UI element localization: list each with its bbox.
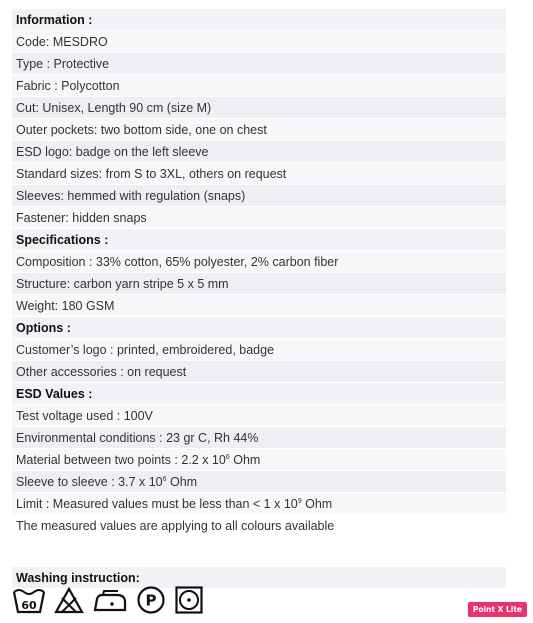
esd-limit-unit: Ohm bbox=[301, 497, 333, 511]
dry-clean-letter: P bbox=[145, 591, 157, 610]
info-row-cut: Cut: Unisex, Length 90 cm (size M) bbox=[12, 96, 506, 118]
option-row-accessories: Other accessories : on request bbox=[12, 360, 506, 382]
esd-material-exponent: 6 bbox=[225, 453, 230, 461]
wash-temp-label: 60 bbox=[21, 599, 37, 612]
info-row-esd-logo: ESD logo: badge on the left sleeve bbox=[12, 140, 506, 162]
esd-row-sleeve bbox=[12, 470, 506, 492]
point-x-lite-badge[interactable]: Point X Lite bbox=[468, 602, 527, 617]
info-row-sizes: Standard sizes: from S to 3XL, others on request bbox=[12, 162, 506, 184]
spec-row-structure: Structure: carbon yarn stripe 5 x 5 mm bbox=[12, 272, 506, 294]
wash-60-icon bbox=[12, 586, 46, 614]
spacer bbox=[12, 536, 506, 566]
esd-row-note: The measured values are applying to all colours available bbox=[12, 514, 506, 536]
no-bleach-icon bbox=[54, 586, 84, 614]
iron-icon bbox=[92, 586, 128, 614]
esd-material-value: Material between two points : 2.2 x 10 bbox=[16, 453, 226, 467]
esd-row-environment: Environmental conditions : 23 gr C, Rh 44% bbox=[12, 426, 506, 448]
section-heading-specifications: Specifications : bbox=[12, 228, 506, 250]
esd-sleeve-exponent: 6 bbox=[162, 475, 167, 483]
info-row-code: Code: MESDRO bbox=[12, 30, 506, 52]
esd-material-unit: Ohm bbox=[229, 453, 261, 467]
info-row-type: Type : Protective bbox=[12, 52, 506, 74]
esd-row-test-voltage: Test voltage used : 100V bbox=[12, 404, 506, 426]
tumble-dry-icon bbox=[174, 585, 204, 615]
info-row-fabric: Fabric : Polycotton bbox=[12, 74, 506, 96]
esd-row-limit bbox=[12, 492, 506, 514]
esd-sleeve-unit: Ohm bbox=[166, 475, 198, 489]
spec-row-composition: Composition : 33% cotton, 65% polyester, 2% carbon fiber bbox=[12, 250, 506, 272]
esd-sleeve-value: Sleeve to sleeve : 3.7 x 10 bbox=[16, 475, 163, 489]
section-heading-options: Options : bbox=[12, 316, 506, 338]
esd-row-material bbox=[12, 448, 506, 470]
info-row-sleeves: Sleeves: hemmed with regulation (snaps) bbox=[12, 184, 506, 206]
care-icons bbox=[12, 584, 204, 616]
section-heading-information: Information : bbox=[12, 8, 506, 30]
info-row-pockets: Outer pockets: two bottom side, one on chest bbox=[12, 118, 506, 140]
section-heading-esd-values: ESD Values : bbox=[12, 382, 506, 404]
esd-limit-exponent: 9 bbox=[297, 497, 302, 505]
esd-limit-value: Limit : Measured values must be less than < 1 x 10 bbox=[16, 497, 298, 511]
info-row-fastener: Fastener: hidden snaps bbox=[12, 206, 506, 228]
dry-clean-p-icon bbox=[136, 585, 166, 615]
spec-row-weight: Weight: 180 GSM bbox=[12, 294, 506, 316]
product-info-table bbox=[12, 8, 506, 588]
section-heading-washing: Washing instruction: bbox=[12, 566, 506, 588]
option-row-logo: Customer’s logo : printed, embroidered, badge bbox=[12, 338, 506, 360]
